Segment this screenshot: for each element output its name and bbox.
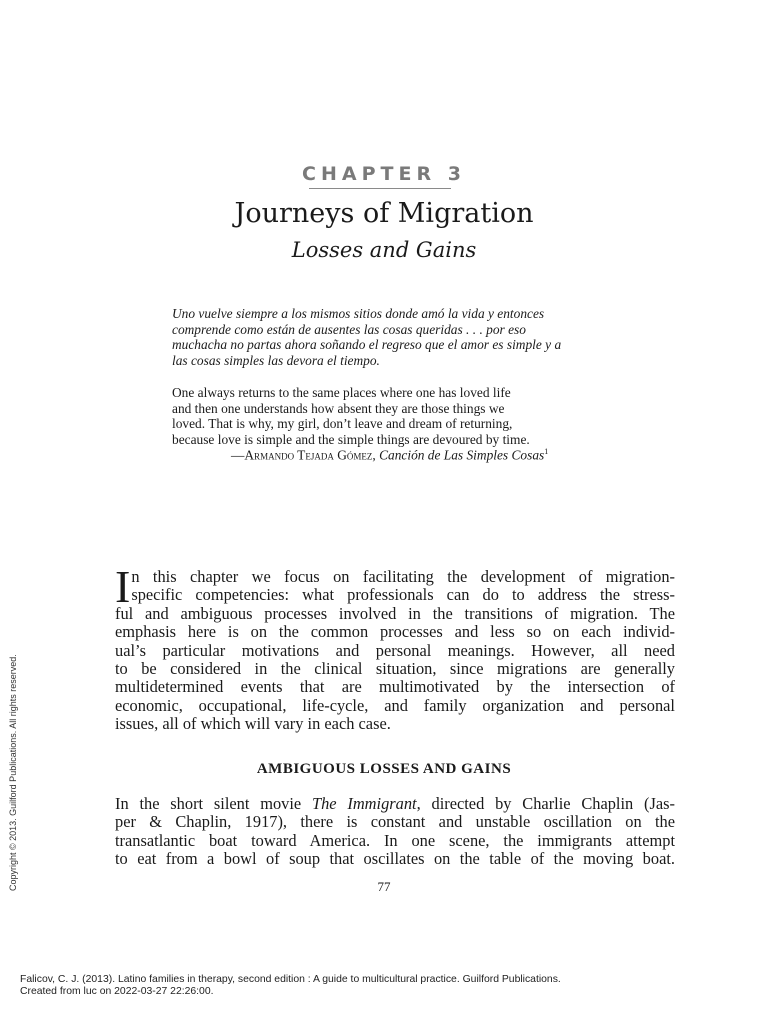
epigraph-line: One always returns to the same places where one has loved life bbox=[172, 385, 511, 400]
epigraph-line: Uno vuelve siempre a los mismos sitios donde amó la vida y entonces bbox=[172, 306, 545, 321]
created-text: Created from luc on 2022-03-27 22:26:00. bbox=[20, 986, 214, 997]
epigraph-line: muchacha no partas ahora soñando el regreso que el amor es simple y a bbox=[172, 337, 562, 353]
epigraph-line: because love is simple and the simple things are devoured by time. bbox=[172, 431, 530, 447]
citation-text: Falicov, C. J. (2013). Latino families in therapy, second edition : A guide to multicultural practice. Guilford Publications. bbox=[20, 974, 561, 985]
body-line: specific competencies: what professionals can do to address the stress- bbox=[131, 585, 675, 605]
attribution-dash: — bbox=[231, 447, 245, 463]
body-line: to be considered in the clinical situation, since migrations are generally bbox=[115, 659, 675, 679]
epigraph-english bbox=[172, 385, 618, 447]
body-line: n this chapter we focus on facilitating the development of migration- bbox=[131, 567, 675, 586]
footnote-ref[interactable]: 1 bbox=[544, 447, 549, 456]
body-line bbox=[115, 795, 675, 813]
body-line: economic, occupational, life-cycle, and family organization and personal bbox=[115, 695, 675, 715]
section-paragraph bbox=[115, 795, 675, 869]
drop-cap: I bbox=[115, 561, 131, 612]
epigraph-line: loved. That is why, my girl, don’t leave and dream of returning, bbox=[172, 416, 513, 432]
page-number: 77 bbox=[377, 879, 391, 894]
attribution-separator: , bbox=[372, 447, 380, 463]
body-line: issues, all of which will vary in each case. bbox=[115, 714, 391, 734]
body-line: emphasis here is on the common processes and less so on each individ- bbox=[115, 622, 675, 642]
epigraph-line: las cosas simples las devora el tiempo. bbox=[172, 352, 380, 368]
attribution-work: Canción de Las Simples Cosas bbox=[379, 447, 545, 463]
epigraph-line: and then one understands how absent they are those things we bbox=[172, 400, 505, 416]
epigraph-line: comprende como están de ausentes las cosas queridas . . . por eso bbox=[172, 321, 526, 337]
body-line: transatlantic boat toward America. In one scene, the immigrants attempt bbox=[115, 830, 675, 850]
body-line: ful and ambiguous processes involved in the transitions of migration. The bbox=[115, 603, 675, 623]
attribution-author: Armando Tejada Gómez bbox=[244, 447, 373, 463]
film-title: The Immigrant bbox=[311, 794, 417, 813]
chapter-title: Journeys of Migration bbox=[234, 198, 534, 229]
line-text: In the short silent movie bbox=[115, 794, 312, 813]
body-line: ual’s particular motivations and personal meanings. However, all need bbox=[115, 640, 675, 660]
intro-paragraph bbox=[115, 561, 675, 734]
line-text: , directed by Charlie Chaplin (Jas- bbox=[416, 794, 675, 813]
body-line: per & Chaplin, 1917), there is constant and unstable oscillation on the bbox=[115, 812, 675, 832]
copyright-notice: Copyright © 2013. Guilford Publications. All rights reserved. bbox=[8, 654, 18, 891]
body-line: multidetermined events that are multimotivated by the intersection of bbox=[115, 677, 675, 697]
footer-citation bbox=[20, 974, 561, 998]
chapter-label: CHAPTER 3 bbox=[302, 163, 466, 185]
chapter-subtitle: Losses and Gains bbox=[291, 238, 477, 262]
section-heading: AMBIGUOUS LOSSES AND GAINS bbox=[256, 761, 512, 777]
epigraph-spanish bbox=[172, 306, 618, 368]
chapter-rule bbox=[309, 188, 451, 189]
epigraph-attribution bbox=[231, 447, 548, 463]
body-line: to eat from a bowl of soup that oscillates on the table of the moving boat. bbox=[115, 849, 675, 869]
